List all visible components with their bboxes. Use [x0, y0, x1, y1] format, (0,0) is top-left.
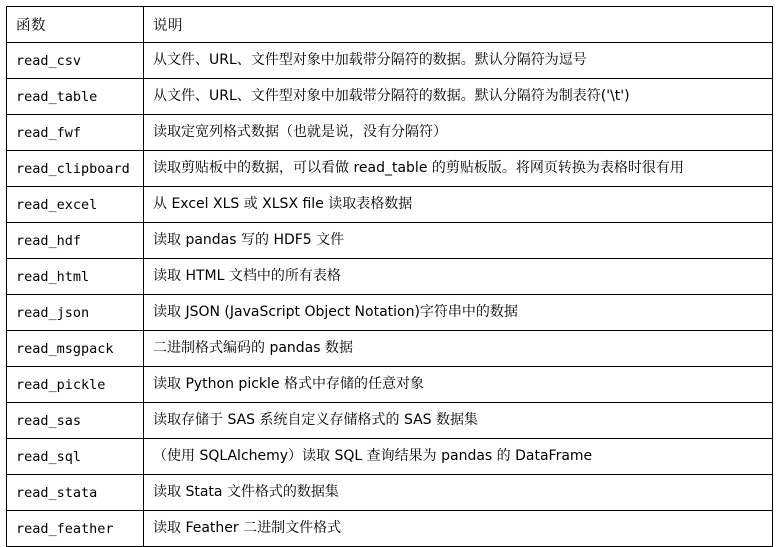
table-row [7, 151, 773, 187]
cell-function: read_excel [7, 187, 144, 223]
cell-description: 读取 Stata 文件格式的数据集 [144, 475, 773, 511]
cell-function: read_fwf [7, 115, 144, 151]
cell-description: （使用 SQLAlchemy）读取 SQL 查询结果为 pandas 的 DataFrame [144, 439, 773, 475]
table-row [7, 439, 773, 475]
table-header [7, 7, 773, 43]
table-row [7, 475, 773, 511]
cell-function: read_sas [7, 403, 144, 439]
cell-description: 读取 Feather 二进制文件格式 [144, 511, 773, 547]
column-header-function: 函数 [7, 7, 144, 43]
cell-function: read_sql [7, 439, 144, 475]
cell-description: 读取剪贴板中的数据，可以看做 read_table 的剪贴板版。将网页转换为表格时很有用 [144, 151, 773, 187]
table-row [7, 331, 773, 367]
column-header-description: 说明 [144, 7, 773, 43]
table-row [7, 511, 773, 547]
cell-description: 读取 HTML 文档中的所有表格 [144, 259, 773, 295]
cell-function: read_stata [7, 475, 144, 511]
cell-description: 读取 Python pickle 格式中存储的任意对象 [144, 367, 773, 403]
table-row [7, 115, 773, 151]
table-body [7, 43, 773, 547]
table-header-row [7, 7, 773, 43]
cell-description: 读取定宽列格式数据（也就是说，没有分隔符） [144, 115, 773, 151]
cell-function: read_clipboard [7, 151, 144, 187]
cell-description: 二进制格式编码的 pandas 数据 [144, 331, 773, 367]
table-row [7, 43, 773, 79]
cell-function: read_feather [7, 511, 144, 547]
cell-function: read_json [7, 295, 144, 331]
cell-function: read_csv [7, 43, 144, 79]
cell-description: 读取存储于 SAS 系统自定义存储格式的 SAS 数据集 [144, 403, 773, 439]
cell-function: read_html [7, 259, 144, 295]
cell-description: 从文件、URL、文件型对象中加载带分隔符的数据。默认分隔符为制表符('\t') [144, 79, 773, 115]
cell-description: 从文件、URL、文件型对象中加载带分隔符的数据。默认分隔符为逗号 [144, 43, 773, 79]
cell-description: 从 Excel XLS 或 XLSX file 读取表格数据 [144, 187, 773, 223]
cell-description: 读取 JSON (JavaScript Object Notation)字符串中的数据 [144, 295, 773, 331]
table-row [7, 295, 773, 331]
table-row [7, 79, 773, 115]
cell-function: read_hdf [7, 223, 144, 259]
table-row [7, 403, 773, 439]
cell-function: read_pickle [7, 367, 144, 403]
cell-function: read_msgpack [7, 331, 144, 367]
table-row [7, 367, 773, 403]
table-row [7, 187, 773, 223]
cell-function: read_table [7, 79, 144, 115]
cell-description: 读取 pandas 写的 HDF5 文件 [144, 223, 773, 259]
pandas-reader-functions-table [6, 6, 773, 547]
table-row [7, 259, 773, 295]
table-row [7, 223, 773, 259]
